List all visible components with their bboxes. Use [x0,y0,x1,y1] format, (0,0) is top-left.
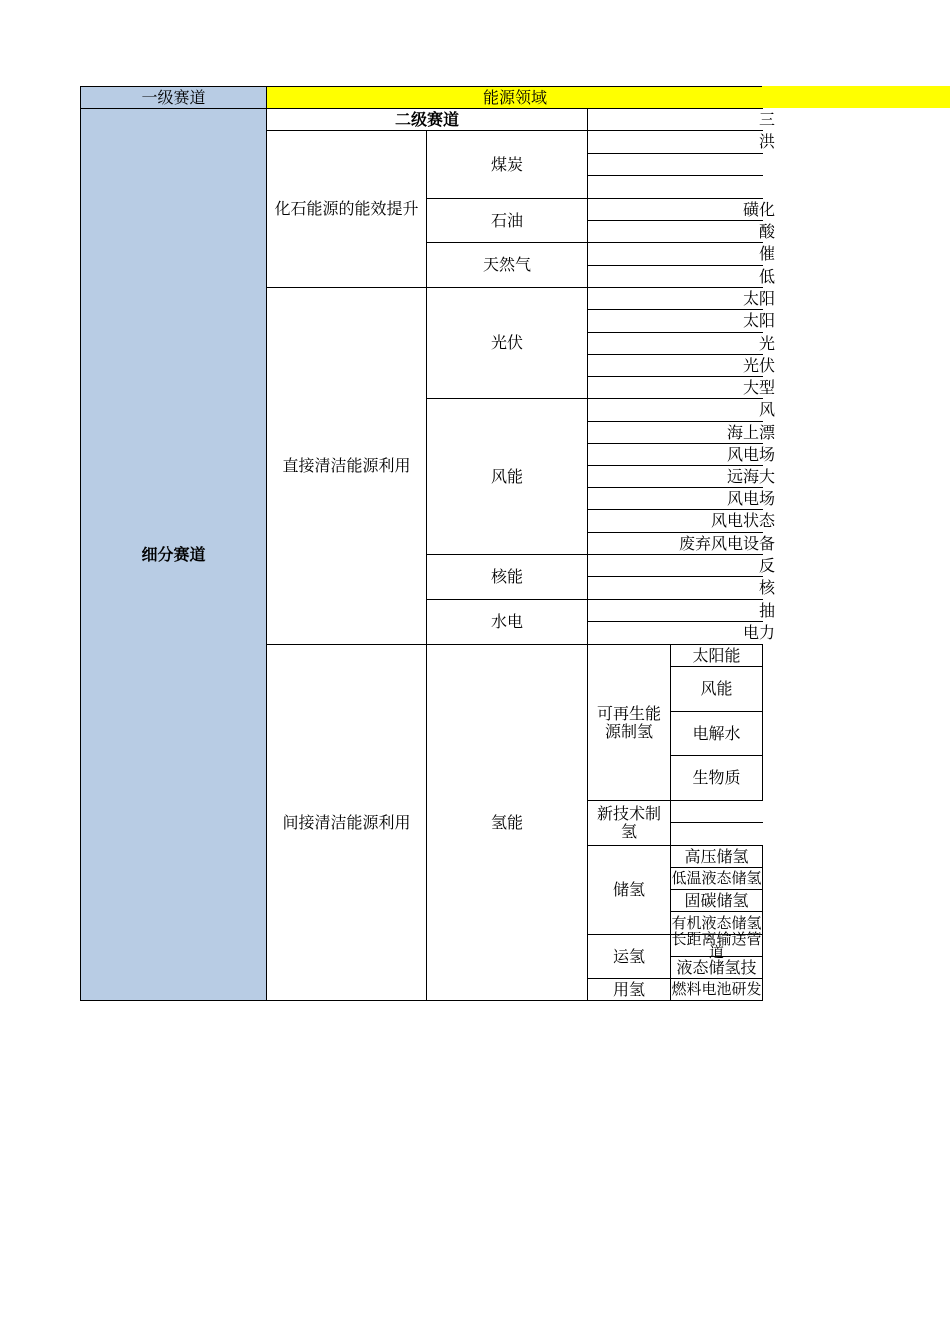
hydrogen-group-storage-text: 储氢 [612,880,645,899]
use-item-cell[interactable] [670,978,763,1001]
domain-header-cell[interactable] [266,86,763,109]
wind-item-cell[interactable] [587,532,775,555]
subcategory-cell-hydro[interactable] [426,599,588,645]
subcategory-text-gas: 天然气 [482,255,531,274]
transport-item-cell[interactable] [670,929,763,961]
gas-item-text: 低 [758,266,775,286]
pv-item-text: 光 [758,333,775,353]
subcategory-cell-oil[interactable] [426,198,588,243]
category-cell-indirect[interactable] [266,644,427,1001]
nuclear-item-text: 核 [758,578,775,597]
hydro-item-cell[interactable] [587,621,775,645]
renewable-item-cell[interactable] [670,666,763,712]
category-text-direct: 直接清洁能源利用 [282,456,411,475]
wind-item-cell[interactable] [587,398,775,422]
wind-item-cell[interactable] [587,509,775,533]
subcategory-cell-gas[interactable] [426,242,588,288]
hydrogen-group-transport-text: 运氢 [612,946,645,966]
subcategory-text-hydro: 水电 [490,612,523,631]
hydrogen-group-storage[interactable] [587,845,671,935]
hydro-item-cell[interactable] [587,599,775,622]
category-cell-direct[interactable] [266,287,427,645]
level1-header-cell[interactable] [80,86,267,109]
wind-item-text: 海上漂 [726,422,775,442]
pv-item-text: 光伏 [742,355,775,375]
pv-item-cell[interactable] [587,309,775,333]
wind-item-cell[interactable] [587,421,775,444]
renewable-item-cell[interactable] [670,711,763,756]
subcategory-text-oil: 石油 [490,210,523,230]
gas-item-cell[interactable] [587,265,775,288]
nuclear-item-text: 反 [758,555,775,575]
oil-item-text: 酸 [758,221,775,241]
coal-item-cell[interactable] [587,175,763,199]
wind-item-text: 风电状态 [710,511,775,530]
storage-item-text: 固碳储氢 [684,890,749,910]
renewable-item-text: 电解水 [692,723,741,743]
subcategory-text-pv: 光伏 [490,333,523,352]
subcategory-cell-pv[interactable] [426,287,588,399]
use-item-text: 燃料电池研发 [671,980,762,998]
subcategory-cell-wind[interactable] [426,398,588,555]
renewable-item-text: 风能 [700,679,733,698]
category-text-fossil: 化石能源的能效提升 [274,199,419,218]
storage-item-text: 低温液态储氢 [671,869,762,887]
renewable-item-cell[interactable] [670,644,763,667]
oil-item-text: 磺化 [742,199,775,219]
segment-label-text: 细分赛道 [141,544,206,564]
storage-item-cell[interactable] [670,867,763,890]
hydro-item-text: 电力 [742,623,775,642]
oil-item-cell[interactable] [587,220,775,243]
domain-header-fill-extension [762,86,950,108]
segment-label-cell[interactable] [80,108,267,1001]
level3-header-text: 三 [758,109,775,129]
newtech-item-cell[interactable] [670,800,763,823]
subcategory-text-coal: 煤炭 [490,154,523,174]
renewable-item-text: 生物质 [692,768,741,787]
domain-header-text: 能源领域 [482,87,547,107]
level2-header-text: 二级赛道 [394,109,459,129]
category-cell-fossil[interactable] [266,130,427,288]
level1-header-text: 一级赛道 [141,87,206,107]
subcategory-cell-hydrogen[interactable] [426,644,588,1001]
wind-item-text: 风电场 [726,444,775,464]
level3-header-cell[interactable] [587,108,775,131]
subcategory-cell-nuclear[interactable] [426,554,588,600]
pv-item-cell[interactable] [587,354,775,377]
wind-item-cell[interactable] [587,487,775,510]
transport-item-text: 长距离输送管道 [671,929,762,961]
hydrogen-group-use-text: 用氢 [612,979,645,999]
storage-item-text: 高压储氢 [684,846,749,866]
wind-item-text: 风 [758,400,775,419]
level2-header-cell[interactable] [266,108,588,131]
pv-item-cell[interactable] [587,287,775,310]
subcategory-text-hydrogen: 氢能 [490,812,523,832]
pv-item-cell[interactable] [587,332,775,355]
pv-item-cell[interactable] [587,376,775,399]
nuclear-item-cell[interactable] [587,576,775,600]
renewable-item-cell[interactable] [670,755,763,801]
hydro-item-text: 抽 [758,600,775,620]
storage-item-cell[interactable] [670,889,763,912]
transport-item-cell[interactable] [670,956,763,979]
renewable-item-text: 太阳能 [692,645,741,665]
hydrogen-group-transport[interactable] [587,934,671,979]
subcategory-text-nuclear: 核能 [490,567,523,586]
pv-item-text: 大型 [742,377,775,397]
gas-item-text: 催 [758,244,775,263]
newtech-item-cell[interactable] [670,822,763,846]
hydrogen-group-use[interactable] [587,978,671,1001]
nuclear-item-cell[interactable] [587,554,775,577]
storage-item-text: 有机液态储氢 [671,913,762,932]
coal-item-cell[interactable] [587,153,763,176]
hydrogen-group-newtech-text: 新技术制氢 [596,804,661,841]
hydrogen-group-renewable[interactable] [587,644,671,801]
hydrogen-group-renewable-text: 可再生能源制氢 [596,703,661,741]
wind-item-cell[interactable] [587,443,775,466]
hydrogen-group-newtech[interactable] [587,800,671,846]
pv-item-text: 太阳 [742,288,775,308]
subcategory-text-wind: 风能 [490,466,523,486]
coal-item-text: 洪 [758,132,775,151]
wind-item-text: 风电场 [726,488,775,508]
transport-item-text: 液态储氢技 [676,957,757,977]
wind-item-cell[interactable] [587,465,775,488]
pv-item-text: 太阳 [742,311,775,330]
wind-item-text: 远海大 [726,466,775,486]
coal-item-cell[interactable] [587,130,775,154]
subcategory-cell-coal[interactable] [426,130,588,199]
wind-item-text: 废弃风电设备 [678,533,775,553]
gas-item-cell[interactable] [587,242,775,266]
category-text-indirect: 间接清洁能源利用 [282,812,411,832]
storage-item-cell[interactable] [670,845,763,868]
oil-item-cell[interactable] [587,198,775,221]
